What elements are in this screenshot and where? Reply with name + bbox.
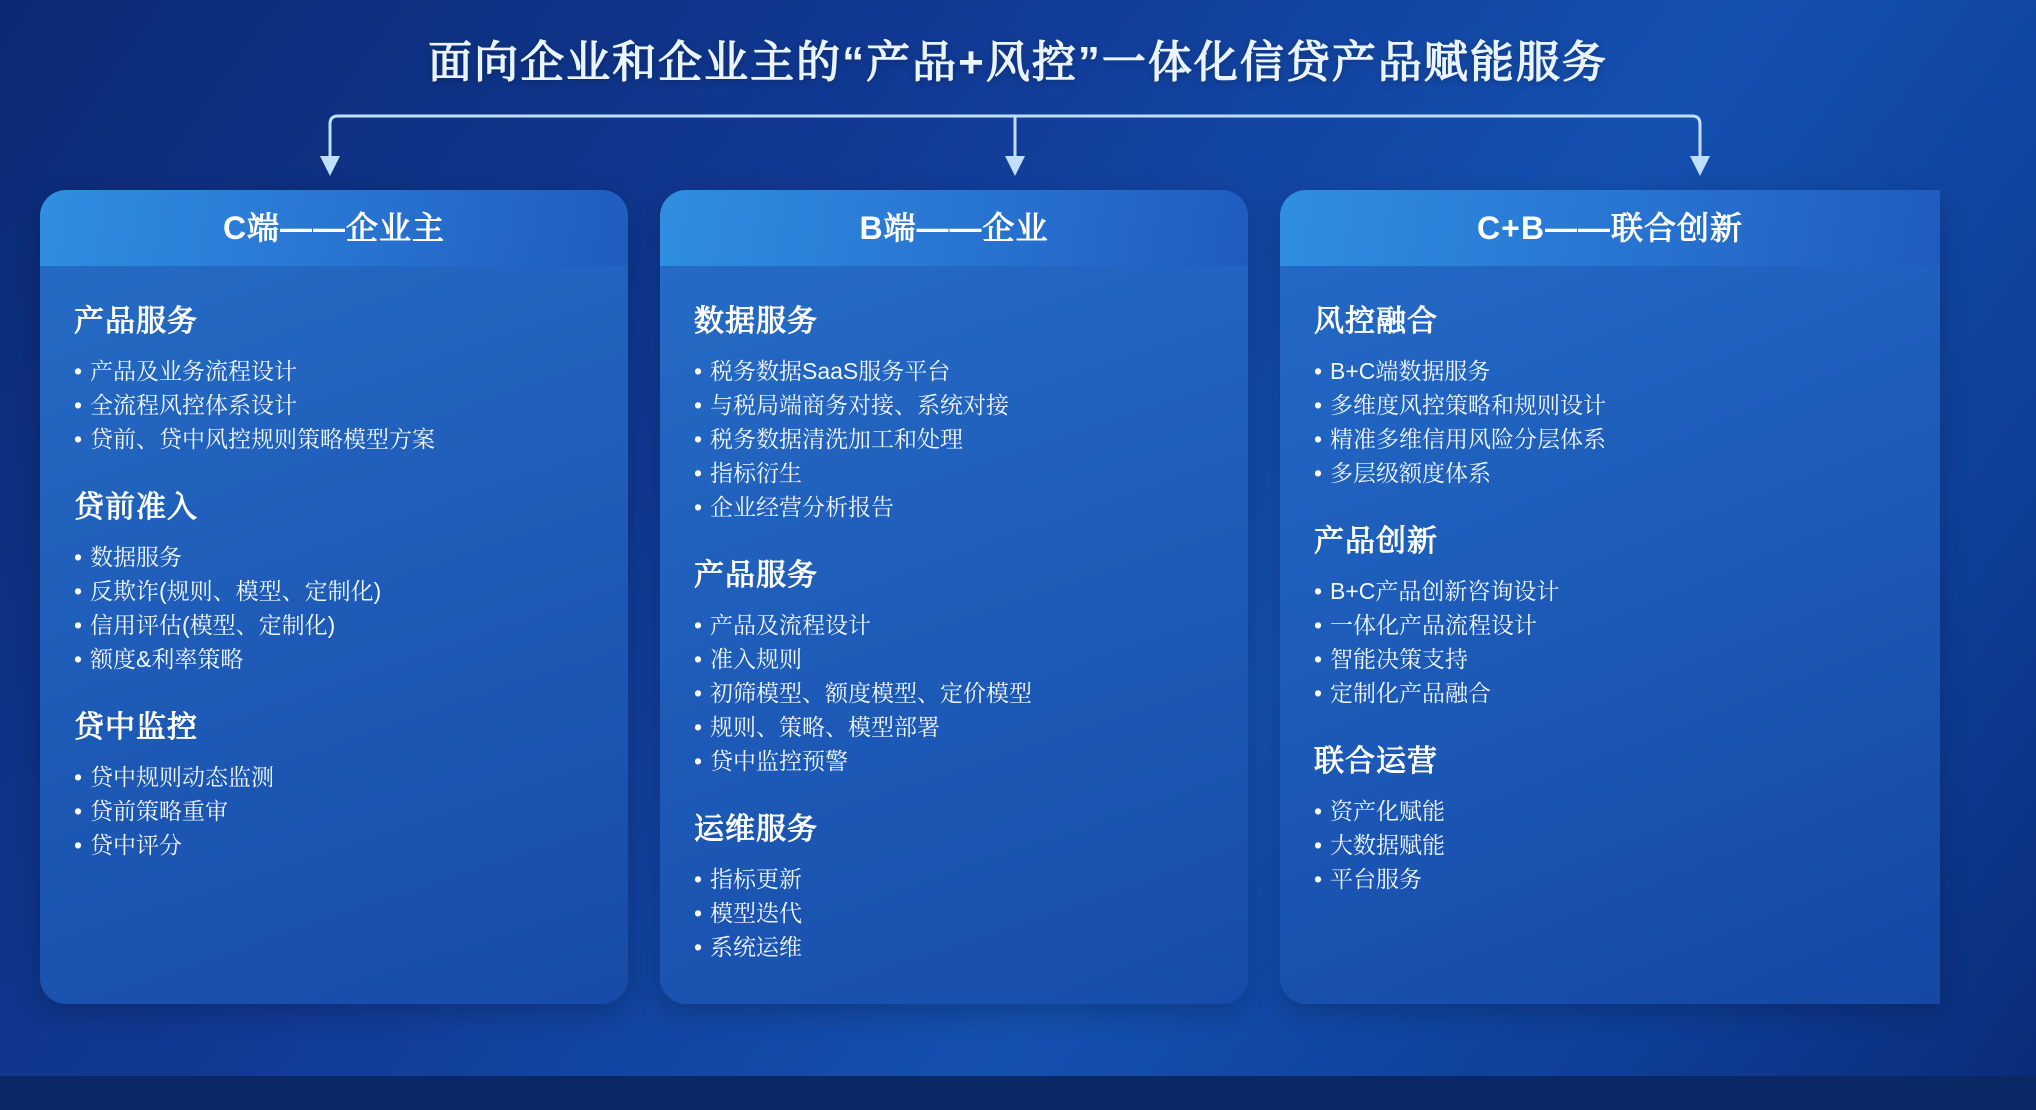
list-item: • 智能决策支持 <box>1314 642 1906 676</box>
section-b-0 <box>694 296 1214 524</box>
list-item: • 系统运维 <box>694 930 1214 964</box>
section-cb-2 <box>1314 736 1906 896</box>
section-c-1 <box>74 482 594 676</box>
list-item: • 全流程风控体系设计 <box>74 388 594 422</box>
list-item: • 大数据赋能 <box>1314 828 1906 862</box>
list-item: • 贷前策略重审 <box>74 794 594 828</box>
card-column-cb <box>1280 190 1940 1004</box>
list-item: • 一体化产品流程设计 <box>1314 608 1906 642</box>
card-column-b <box>660 190 1248 1004</box>
section-title: 贷前准入 <box>74 491 198 524</box>
list-item: • 税务数据SaaS服务平台 <box>694 354 1214 388</box>
card-header-b: B端——企业 <box>660 190 1248 266</box>
bullet-list <box>1314 794 1906 896</box>
list-item: • 资产化赋能 <box>1314 794 1906 828</box>
list-item: • 数据服务 <box>74 540 594 574</box>
section-title: 产品创新 <box>1314 525 1438 558</box>
bullet-list <box>694 862 1214 964</box>
card-header-cb: C+B——联合创新 <box>1280 190 1940 266</box>
list-item: • 指标更新 <box>694 862 1214 896</box>
list-item: • 产品及流程设计 <box>694 608 1214 642</box>
list-item: • 贷中评分 <box>74 828 594 862</box>
list-item: • 初筛模型、额度模型、定价模型 <box>694 676 1214 710</box>
list-item: • 贷中监控预警 <box>694 744 1214 778</box>
list-item: • 多层级额度体系 <box>1314 456 1906 490</box>
section-title: 产品服务 <box>694 559 818 592</box>
card-header-c: C端——企业主 <box>40 190 628 266</box>
card-body-c <box>40 266 628 1004</box>
list-item: • B+C端数据服务 <box>1314 354 1906 388</box>
bullet-list <box>74 540 594 676</box>
list-item: • 模型迭代 <box>694 896 1214 930</box>
list-item: • 与税局端商务对接、系统对接 <box>694 388 1214 422</box>
bullet-list <box>694 354 1214 524</box>
section-title: 运维服务 <box>694 813 818 846</box>
section-title: 数据服务 <box>694 305 818 338</box>
list-item: • 信用评估(模型、定制化) <box>74 608 594 642</box>
section-title: 风控融合 <box>1314 305 1438 338</box>
bullet-list <box>1314 354 1906 490</box>
section-b-2 <box>694 804 1214 964</box>
card-body-b <box>660 266 1248 1004</box>
list-item: • 平台服务 <box>1314 862 1906 896</box>
columns-container <box>40 190 1996 1004</box>
list-item: • 精准多维信用风险分层体系 <box>1314 422 1906 456</box>
list-item: • 贷前、贷中风控规则策略模型方案 <box>74 422 594 456</box>
section-c-2 <box>74 702 594 862</box>
card-body-cb <box>1280 266 1940 1004</box>
list-item: • 定制化产品融合 <box>1314 676 1906 710</box>
bullet-list <box>1314 574 1906 710</box>
page-title: 面向企业和企业主的“产品+风控”一体化信贷产品赋能服务 <box>428 38 1608 87</box>
list-item: • 企业经营分析报告 <box>694 490 1214 524</box>
section-b-1 <box>694 550 1214 778</box>
list-item: • 多维度风控策略和规则设计 <box>1314 388 1906 422</box>
list-item: • 指标衍生 <box>694 456 1214 490</box>
section-cb-1 <box>1314 516 1906 710</box>
list-item: • 规则、策略、模型部署 <box>694 710 1214 744</box>
section-c-0 <box>74 296 594 456</box>
card-column-c <box>40 190 628 1004</box>
bullet-list <box>694 608 1214 778</box>
list-item: • B+C产品创新咨询设计 <box>1314 574 1906 608</box>
list-item: • 准入规则 <box>694 642 1214 676</box>
list-item: • 贷中规则动态监测 <box>74 760 594 794</box>
list-item: • 额度&利率策略 <box>74 642 594 676</box>
section-cb-0 <box>1314 296 1906 490</box>
list-item: • 产品及业务流程设计 <box>74 354 594 388</box>
bullet-list <box>74 760 594 862</box>
section-title: 产品服务 <box>74 305 198 338</box>
bullet-list <box>74 354 594 456</box>
section-title: 贷中监控 <box>74 711 198 744</box>
connector-bracket <box>300 110 1730 190</box>
list-item: • 税务数据清洗加工和处理 <box>694 422 1214 456</box>
list-item: • 反欺诈(规则、模型、定制化) <box>74 574 594 608</box>
section-title: 联合运营 <box>1314 745 1438 778</box>
